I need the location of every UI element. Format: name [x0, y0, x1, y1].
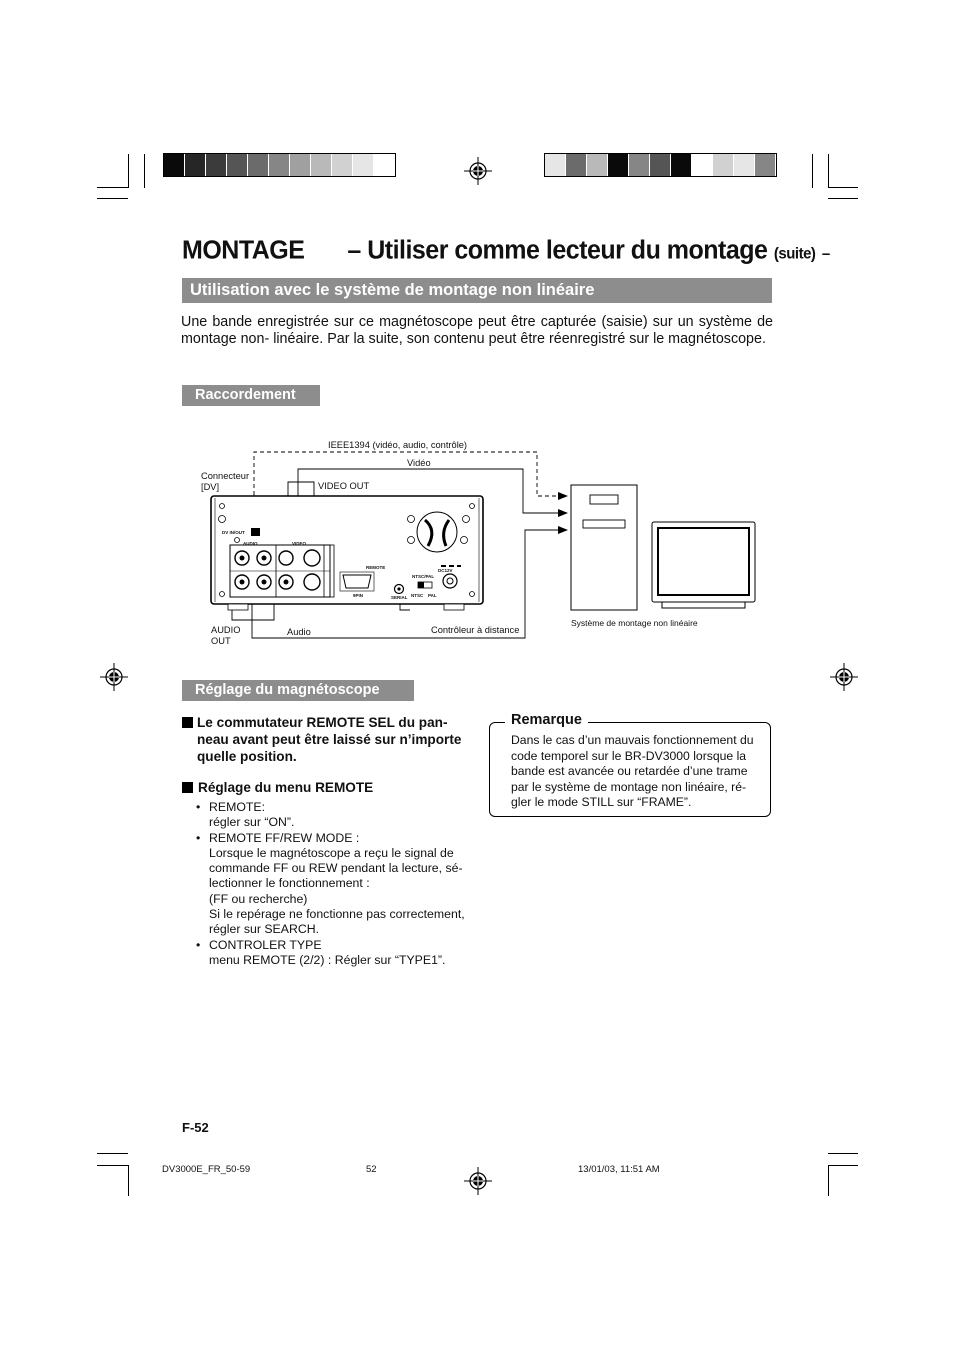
label-audio-out-1: AUDIO: [211, 625, 241, 635]
bullet-dot-icon: •: [196, 937, 201, 952]
panel-dv-inout: DV IN/OUT: [222, 530, 245, 535]
list-item: [196, 831, 468, 938]
label-ieee1394: IEEE1394 (vidéo, audio, contrôle): [328, 440, 468, 450]
title-sub: Utiliser comme lecteur du montage: [367, 235, 768, 265]
list-item: [196, 800, 468, 831]
label-remote-controller: Contrôleur à distance: [431, 625, 520, 635]
reglage-heading-text: Réglage du magnétoscope: [195, 682, 380, 698]
panel-pal: PAL: [428, 593, 437, 598]
remarque-line: gler le mode STILL sur “FRAME”.: [511, 795, 692, 810]
title-dash: –: [821, 244, 830, 263]
label-audio-out-2: OUT: [211, 636, 231, 646]
panel-ntscpal: NTSC/PAL: [412, 574, 435, 579]
panel-remote: REMOTE: [366, 565, 386, 570]
footer-page: 52: [366, 1164, 377, 1175]
remarque-text: [511, 733, 761, 811]
list-item-line: menu REMOTE (2/2) : Régler sur “TYPE1”.: [209, 952, 446, 967]
label-editing-system: Système de montage non linéaire: [571, 618, 698, 628]
list-item-line: REMOTE:: [209, 800, 266, 814]
panel-9pin: 9PIN: [353, 593, 364, 598]
raccordement-heading-text: Raccordement: [195, 387, 296, 403]
list-item-line: commande FF ou REW pendant la lecture, sé-: [209, 861, 463, 876]
point1-line: quelle position.: [197, 749, 297, 764]
remarque-line: par le système de montage non linéaire, ré-: [511, 779, 747, 794]
settings-list: [196, 800, 468, 968]
list-item: [196, 938, 468, 969]
panel-audio: AUDIO: [243, 541, 258, 546]
panel-ntsc: NTSC: [411, 593, 424, 598]
list-item-line: régler sur SEARCH.: [209, 922, 320, 937]
bullet-dot-icon: •: [196, 830, 201, 845]
panel-serial: SERIAL: [391, 595, 408, 600]
remarque-line: code temporel sur le BR-DV3000 lorsque la: [511, 748, 747, 763]
square-bullet-icon: [182, 717, 193, 728]
remarque-line: Dans le cas d’un mauvais fonctionnement du: [511, 733, 754, 747]
list-item-line: lectionner le fonctionnement :: [209, 876, 370, 891]
intro-paragraph: Une bande enregistrée sur ce magnétoscope peut être capturée (saisie) sur un système de montage non- linéaire. Par la suite, son contenu peut être réenregistré sur le magnétoscope.: [181, 314, 773, 347]
remarque-line: bande est avancée ou retardée d’une trame: [511, 764, 748, 779]
point1-line: neau avant peut être laissé sur n’importe: [197, 732, 462, 747]
label-video-out: VIDEO OUT: [318, 481, 370, 491]
title-suite: (suite): [773, 244, 816, 263]
page-number: F-52: [182, 1120, 209, 1135]
panel-video: VIDEO: [292, 541, 307, 546]
footer-file: DV3000E_FR_50-59: [162, 1164, 251, 1175]
label-connecteur: Connecteur: [201, 471, 250, 481]
list-item-line: Si le repérage ne fonctionne pas correctement,: [209, 907, 465, 922]
point-remote-sel: [182, 714, 472, 765]
label-audio: Audio: [287, 627, 311, 637]
registration-mark-icon: [464, 1167, 492, 1195]
point1-line: Le commutateur REMOTE SEL du pan-: [197, 715, 448, 730]
list-item-line: CONTROLER TYPE: [209, 937, 322, 952]
remarque-title: Remarque: [505, 712, 588, 728]
title-main: MONTAGE: [182, 235, 305, 265]
label-video: Vidéo: [407, 458, 431, 468]
panel-dc: DC12V: [438, 568, 453, 573]
reglage-heading: [182, 680, 414, 701]
section-heading-text: Utilisation avec le système de montage non linéaire: [190, 281, 595, 299]
title-dash: –: [347, 235, 361, 265]
footer-date: 13/01/03, 11:51 AM: [578, 1164, 660, 1175]
point2-text: Réglage du menu REMOTE: [198, 780, 374, 795]
list-item-line: (FF ou recherche): [209, 891, 308, 906]
list-item-line: Lorsque le magnétoscope a reçu le signal de: [209, 845, 454, 860]
list-item-line: régler sur “ON”.: [209, 815, 295, 830]
label-dv: [DV]: [201, 482, 220, 492]
point-menu-remote: [182, 779, 373, 796]
list-item-line: REMOTE FF/REW MODE :: [209, 830, 360, 845]
bullet-dot-icon: •: [196, 800, 201, 814]
square-bullet-icon: [182, 782, 193, 793]
